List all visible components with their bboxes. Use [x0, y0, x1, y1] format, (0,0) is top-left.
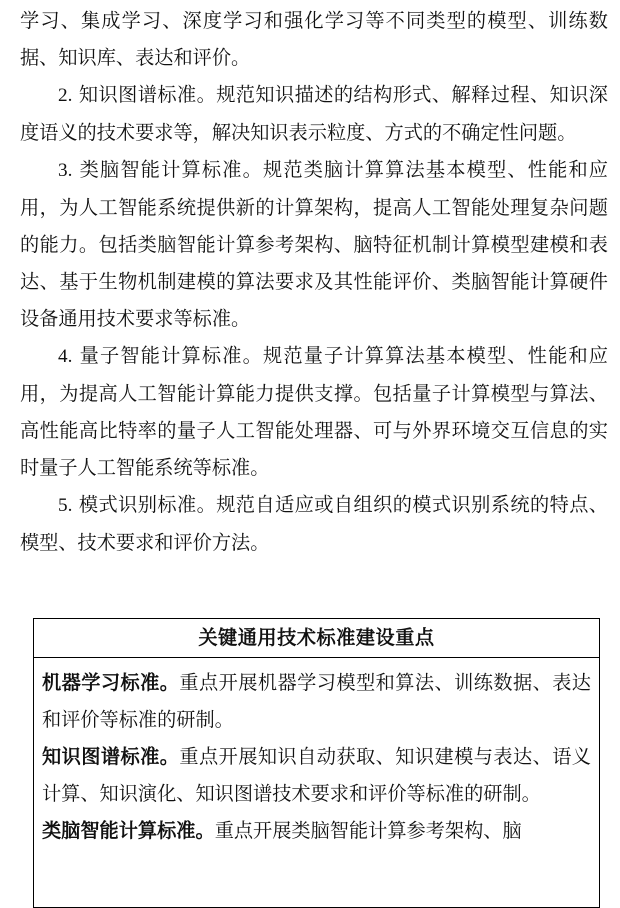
paragraph-number: 4. [58, 346, 73, 367]
box-item-knowledge-graph [42, 738, 591, 812]
paragraph-number: 2. [58, 85, 73, 106]
paragraph-number: 5. [58, 495, 73, 516]
paragraph-text: 学习、集成学习、深度学习和强化学习等不同类型的模型、训练数据、知识库、表达和评价。 [20, 9, 608, 69]
paragraph-quantum-computing [20, 337, 608, 486]
key-standards-box [33, 618, 600, 908]
paragraph-knowledge-graph [20, 76, 608, 151]
box-body [34, 658, 599, 849]
paragraph-text: 量子智能计算标准。规范量子计算算法基本模型、性能和应用，为提高人工智能计算能力提供支撑。包括量子计算模型与算法、高性能高比特率的量子人工智能处理器、可与外界环境交互信息的实时量子人工智能系统等标准。 [20, 344, 608, 479]
box-item-text: 重点开展知识自动获取、知识建模与表达、语义计算、知识演化、知识图谱技术要求和评价等标准的研制。 [42, 745, 591, 805]
box-item-machine-learning [42, 664, 591, 738]
box-item-label: 机器学习标准。 [42, 671, 180, 694]
box-item-label: 类脑智能计算标准。 [42, 819, 215, 842]
document-body [20, 2, 608, 561]
paragraph-text: 类脑智能计算标准。规范类脑计算算法基本模型、性能和应用，为人工智能系统提供新的计算架构，提高人工智能处理复杂问题的能力。包括类脑智能计算参考架构、脑特征机制计算模型建模和表达、基于生物机制建模的算法要求及其性能评价、类脑智能计算硬件设备通用技术要求等标准。 [20, 158, 608, 330]
paragraph-number: 3. [58, 160, 73, 181]
paragraph-text: 模式识别标准。规范自适应或自组织的模式识别系统的特点、模型、技术要求和评价方法。 [20, 493, 608, 554]
box-item-text: 重点开展机器学习模型和算法、训练数据、表达和评价等标准的研制。 [42, 671, 591, 731]
box-title: 关键通用技术标准建设重点 [34, 619, 599, 658]
paragraph-brain-inspired-computing [20, 151, 608, 337]
box-item-label: 知识图谱标准。 [42, 745, 180, 768]
box-item-brain-inspired [42, 812, 591, 849]
box-item-text: 重点开展类脑智能计算参考架构、脑 [214, 819, 522, 842]
paragraph-text: 知识图谱标准。规范知识描述的结构形式、解释过程、知识深度语义的技术要求等，解决知识表示粒度、方式的不确定性问题。 [20, 83, 608, 144]
paragraph-continuation [20, 2, 608, 76]
paragraph-pattern-recognition [20, 486, 608, 561]
